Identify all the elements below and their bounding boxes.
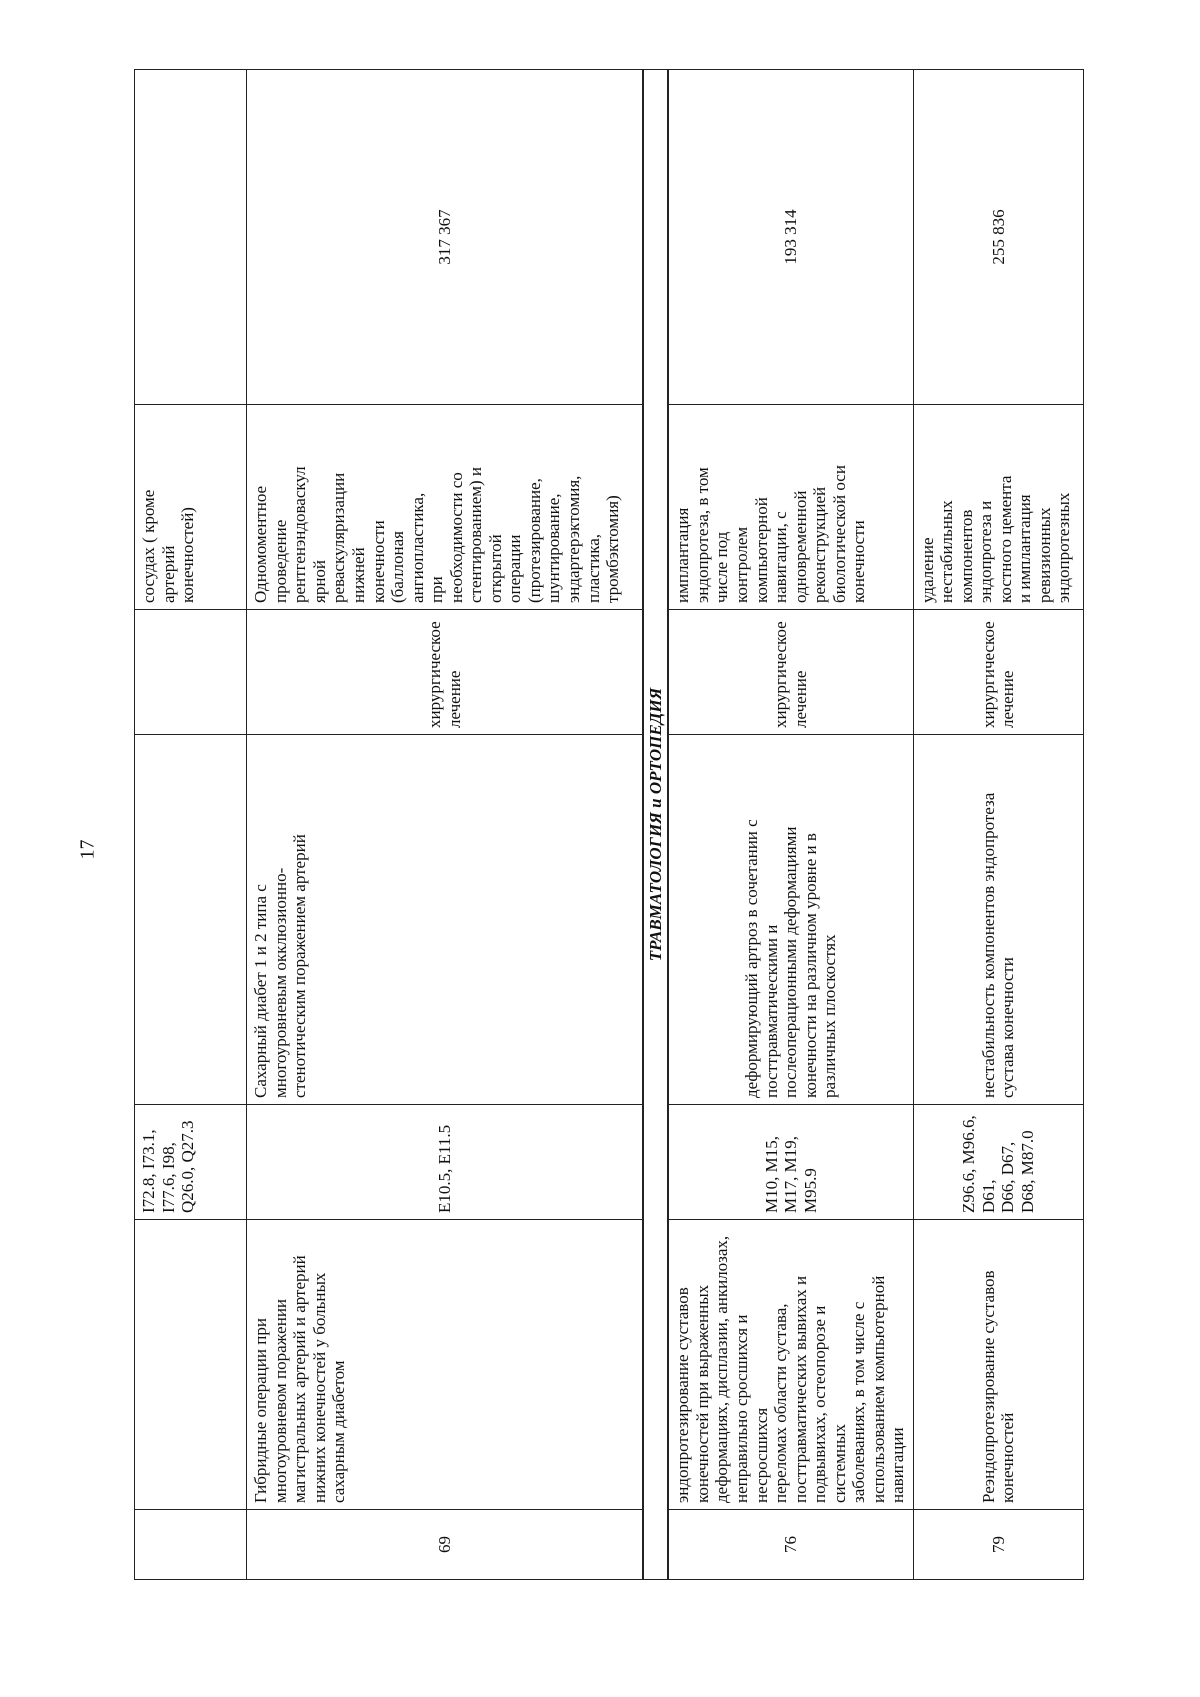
table-row	[247, 70, 643, 1580]
treatment-type: хирургическое лечение	[668, 610, 913, 735]
table-row	[135, 70, 247, 1580]
cost-value: 193 314	[668, 70, 913, 405]
treatment-type	[135, 610, 247, 735]
section-title: ТРАВМАТОЛОГИЯ и ОРТОПЕДИЯ	[643, 70, 669, 1580]
table-row	[913, 70, 1083, 1580]
treatment-type: хирургическое лечение	[247, 610, 643, 735]
treatment-type: хирургическое лечение	[913, 610, 1083, 735]
patient-model	[135, 735, 247, 1105]
treatment-method: Одномоментное проведение рентгенэндоваскул ярной реваскуляризации нижней конечности (баллоная ангиопластика, при необходимости со стентированием) и открытой операции (протезирование, шунтирование, эндартерэктомия, пластика, тромбэктомия)	[247, 405, 643, 610]
patient-model: Сахарный диабет 1 и 2 типа с многоуровневым окклюзионно- стенотическим поражением артерий	[247, 735, 643, 1105]
row-number: 69	[247, 1510, 643, 1580]
procedure-name: Реэндопротезирование суставов конечностей	[913, 1220, 1083, 1510]
treatment-method: удаление нестабильных компонентов эндопротеза и костного цемента и имплантация ревизионных эндопротезных	[913, 405, 1083, 610]
row-number: 76	[668, 1510, 913, 1580]
icd-codes: E10.5, E11.5	[247, 1105, 643, 1220]
cost-value: 255 836	[913, 70, 1083, 405]
cost-value: 317 367	[247, 70, 643, 405]
icd-codes: I72.8, I73.1, I77.6, I98, Q26.0, Q27.3	[135, 1105, 247, 1220]
table-row	[668, 70, 913, 1580]
section-row	[643, 70, 669, 1580]
document-sheet	[134, 70, 1084, 1580]
patient-model: нестабильность компонентов эндопротеза сустава конечности	[913, 735, 1083, 1105]
icd-codes: M10, M15, M17, M19, M95.9	[668, 1105, 913, 1220]
icd-codes: Z96.6, M96.6, D61, D66, D67, D68, M87.0	[913, 1105, 1083, 1220]
procedure-name: эндопротезирование суставов конечностей при выраженных деформациях, дисплазии, анкилозах, неправильно сросшихся и несросшихся переломах области сустава, посттравматических вывихах и подвывихах, остеопорозе и системных заболеваниях, в том числе с использованием компьютерной навигации	[668, 1220, 913, 1510]
row-number: 79	[913, 1510, 1083, 1580]
treatment-method: сосудах ( кроме артерий конечностей)	[135, 405, 247, 610]
procedures-table	[134, 69, 1084, 1580]
row-number	[135, 1510, 247, 1580]
procedure-name: Гибридные операции при многоуровневом поражении магистральных артерий и артерий нижних конечностей у больных сахарным диабетом	[247, 1220, 643, 1510]
page-number: 17	[76, 839, 99, 860]
cost-value	[135, 70, 247, 405]
treatment-method: имплантация эндопротеза, в том числе под контролем компьютерной навигации, с одновременной реконструкцией биологической оси конечности	[668, 405, 913, 610]
patient-model: деформирующий артроз в сочетании с посттравматическими и послеоперационными деформациями конечности на различном уровне и в различных плоскостях	[668, 735, 913, 1105]
procedure-name	[135, 1220, 247, 1510]
